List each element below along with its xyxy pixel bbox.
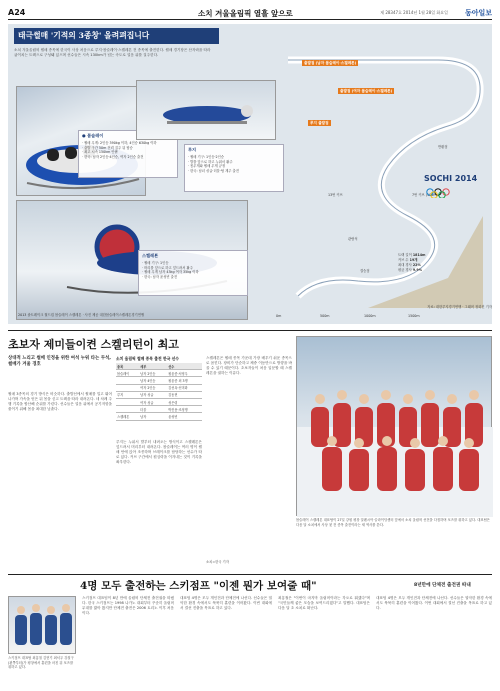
bobsleigh-box-line: · 한국: 남자 2인승·4인승, 여자 2인승 출전 (82, 154, 144, 159)
track-stat-value: 19개 (409, 258, 418, 262)
article2-headline: 4명 모두 출전하는 스키점프 "이젠 뭔가 보여줄 때" (80, 580, 317, 592)
profile-tick: 1500m (408, 314, 420, 318)
luge-box-line: · 몸무게와 썰매 무게 규정 (188, 164, 226, 169)
table-row (116, 398, 202, 405)
profile-tick: 1000m (364, 314, 376, 318)
team-photo (296, 336, 492, 516)
table-cell: 더블 (139, 406, 167, 413)
luge-illustration (137, 81, 277, 141)
table-header: 종목 (116, 363, 139, 370)
track-stat-value: 22% (412, 263, 421, 267)
map-label-start-women: 출발점 (여자 봅슬레이·스켈레톤) (340, 88, 393, 93)
athletes-table-grid (116, 363, 202, 421)
skeleton-box-line: · 머리를 앞으로 하고 엎드려서 활주 (142, 265, 193, 270)
table-header-row (116, 363, 202, 370)
table-row (116, 377, 202, 384)
table-cell (116, 377, 139, 384)
table-cell: 남자 (139, 413, 167, 420)
skijump-photo (8, 596, 76, 654)
athletes-table (116, 356, 202, 421)
luge-box-line: · 한국: 남녀 싱글·더블·팀 계주 출전 (188, 168, 239, 173)
skeleton-box-line: · 썰매 무게 남자 43kg 여자 35kg 이하 (142, 270, 199, 275)
track-stat-label: 커브 수 (398, 258, 409, 262)
article2-side-body: 대표팀 4명은 모두 개인전과 단체전에 나선다. 선수들은 열악한 환경 속에서도 묵묵히 훈련을 이어왔다. 이번 대회에서 결선 진출을 목표로 하고 있다. (376, 596, 492, 611)
track-stat-value: 1814m (412, 253, 426, 257)
infographic-source: 자료: 대한루지경기연맹 · 그래픽 정화진 기자 (427, 305, 492, 309)
newspaper-name: 동아일보 (464, 9, 492, 17)
table-header: 세부 (139, 363, 167, 370)
bobsleigh-box-line: · 출발 구간 50m 전력 질주 뒤 탑승 (82, 145, 133, 150)
table-cell: 성은령 (167, 398, 202, 405)
masthead (8, 6, 492, 20)
skeleton-info-box (138, 250, 248, 296)
skeleton-box-title: 스켈레톤 (142, 253, 159, 258)
luge-box-title: 루지 (188, 147, 197, 152)
table-row (116, 406, 202, 413)
table-cell: 봅슬레이 (116, 370, 139, 377)
table-cell: 김선옥·신미화 (167, 384, 202, 391)
table-cell: 여자 싱글 (139, 398, 167, 405)
map-label-start-men: 출발점 (남자 봅슬레이·스켈레톤) (304, 60, 357, 65)
article2-body-col1: 스키점프 대표팀이 8년 만에 올림픽 단체전 출전권을 따냈다. 한국 스키점프는 1998 나가노 대회부터 꾸준히 올림픽 무대를 밟아 왔지만 단체전 출전은 2006 토리노 이후 처음이다. (82, 596, 174, 616)
divider (8, 574, 492, 575)
map-label-finish: 결승점 (360, 269, 370, 273)
table-title: 소치 올림픽 썰매 종목 출전 한국 선수 (116, 356, 179, 361)
track-stat-label: 평균 경사 (398, 268, 412, 272)
section-title: 소치 겨울올림픽 열흘 앞으로 (198, 9, 293, 18)
skeleton-box-line: · 썰매 기구: 1인승 (142, 261, 169, 265)
table-cell: 남자 4인승 (139, 377, 167, 384)
article1-byline: 소치=한국 기자 (206, 560, 229, 564)
map-label-curve13: 13번 커브 (328, 193, 343, 197)
track-stat-label: 최대 경사 (398, 263, 412, 267)
table-cell (116, 398, 139, 405)
infographic (8, 24, 492, 324)
article1-body-col2: 루지는 누워서 발부터 내려오는 방식이고 스켈레톤은 엎드려서 머리부터 내려온다. 봅슬레이는 여러 명이 썰매 안에 앉아 조종하며 브레이크를 담당하는 선수가 따로 있다. 커브 구간에서 원심력을 이겨내는 것이 기록을 좌우한다. (116, 440, 202, 465)
track-stat (398, 267, 488, 272)
table-row (116, 391, 202, 398)
bobsleigh-box-line: · 최고 시속 150km 안팎 (82, 150, 118, 155)
bobsleigh-box-line: · 썰매 무게: 2인승 390kg 이하, 4인승 630kg 이하 (82, 141, 157, 145)
map-label-stands: 관람석 (348, 237, 358, 241)
team-photo-caption: 봅슬레이 스켈레톤 대표팀이 27일 강원 평창 알펜시아 슬라이딩센터 앞에서 소치 올림픽 선전을 다짐하며 포즈를 취하고 있다. 대표팀은 다음 달 소치에서 사상 첫 전 종목 출전이라는 새 역사를 쓴다. (296, 518, 490, 527)
article2-side-headline: 8년만에 단체전 출전권 따내 (414, 583, 471, 588)
table-row (116, 384, 202, 391)
profile-tick: 500m (320, 314, 330, 318)
article2-body-col2: 대표팀 4명은 모두 개인전과 단체전에 나선다. 선수들은 열악한 환경 속에서도 묵묵히 훈련을 이어왔다. 이번 대회에서 결선 진출을 목표로 하고 있다. (180, 596, 272, 611)
table-row (116, 413, 202, 420)
luge-photo (136, 80, 276, 140)
bobsleigh-box-title: ● 봅슬레이 (82, 133, 104, 138)
table-header: 선수 (167, 363, 202, 370)
table-cell: 윤성빈 (167, 413, 202, 420)
map-label-curve7: 7번 커브 (100m) (412, 193, 438, 197)
map-label-turn: 반환점 (438, 145, 448, 149)
table-cell (116, 406, 139, 413)
table-cell: 박진용·조정명 (167, 406, 202, 413)
sochi-logo-text: SOCHI 2014 (424, 174, 478, 183)
sochi-logo (424, 174, 484, 202)
table-cell: 김동현 (167, 391, 202, 398)
table-cell: 스켈레톤 (116, 413, 139, 420)
table-cell: 원윤종·서영우 (167, 370, 202, 377)
article1-headline: 초보자 제미들이켠 스켈리턴이 최고 (8, 338, 179, 351)
map-label-luge-start: 루지 출발점 (310, 120, 329, 125)
olympic-rings-icon (424, 188, 468, 198)
table-cell (116, 384, 139, 391)
infographic-lead: 소치 겨울올림픽 썰매 종목에 한국이 사상 처음으로 루지·봅슬레이·스켈레톤 전 종목에 출전한다. 썰매 경기장은 산자락을 따라 굽이치는 트랙으로 구성돼 있으며 선수들은 시속 130km가 넘는 속도로 얼음 위를 질주한다. (14, 48, 211, 57)
article1-subhead: 상대적 느리고 썰매 인정을 위한 여석 누워 타는 두석, 썰매가 겨울 경호 (8, 356, 111, 367)
table-cell: 원윤종 외 3명 (167, 377, 202, 384)
profile-tick: 0m (276, 314, 282, 318)
article2-body-col3: 최흥철은 "이번이 마지막 올림픽이라는 각오로 뛰겠다"며 "국민들께 좋은 모습을 보여드리겠다"고 말했다. 대표팀은 다음 달 초 소치로 떠난다. (278, 596, 370, 611)
divider (8, 330, 492, 331)
skijump-photo-caption: 스키점프 대표팀 최흥철 김현기 최서우 강칠구(왼쪽부터)가 평창에서 훈련을 마친 뒤 포즈를 취하고 있다. (8, 656, 74, 670)
table-cell: 남자 싱글 (139, 391, 167, 398)
luge-box-line: · 발을 앞으로 하고 누워서 활주 (188, 159, 233, 164)
page-number: A24 (8, 8, 26, 17)
article1-body-col3: 스켈레톤은 썰매 종목 가운데 가장 배우기 쉬운 종목으로 꼽힌다. 장비가 단순하고 체중 이동만으로 방향을 바꿀 수 있기 때문이다. 초보자들이 처음 입문할 때 스켈레톤을 권하는 이유다. (206, 356, 292, 376)
skeleton-box-line: · 한국: 남자 윤성빈 출전 (142, 274, 178, 279)
table-cell: 여자 2인승 (139, 384, 167, 391)
table-cell: 루지 (116, 391, 139, 398)
track-stats (398, 252, 488, 272)
track-stat-value: 9.9% (412, 268, 423, 272)
photo-caption: 2013 솔트레이크 월드컵 봅슬레이 스켈레톤 · 사진 제공 대한봅슬레이스켈레톤경기연맹 (18, 313, 145, 317)
skijump-illustration (9, 597, 77, 655)
luge-box-line: · 썰매 기구: 1인승·2인승 (188, 155, 225, 159)
table-row (116, 370, 202, 377)
track-stat-label: 트랙 길이 (398, 253, 412, 257)
table-cell: 남자 2인승 (139, 370, 167, 377)
issue-date: 제 28347호 2014년 1월 28일 화요일 (380, 10, 448, 15)
infographic-title: 태극썰매 '기적의 3종창' 올려펴집니다 (14, 28, 219, 44)
team-illustration (297, 337, 493, 517)
article1-body-col1: 썰매 3종목의 경기 방식은 비슷하다. 출발선에서 썰매를 밀고 뛰어 나가며 가속을 얻은 뒤 몸을 싣고 트랙을 따라 내려온다. 네 차례 주행 기록을 합산해 순위를 가린다. 선수들은 얼음 위에서 공기저항을 줄이기 위해 몸을 최대한 낮춘다. (8, 392, 113, 412)
